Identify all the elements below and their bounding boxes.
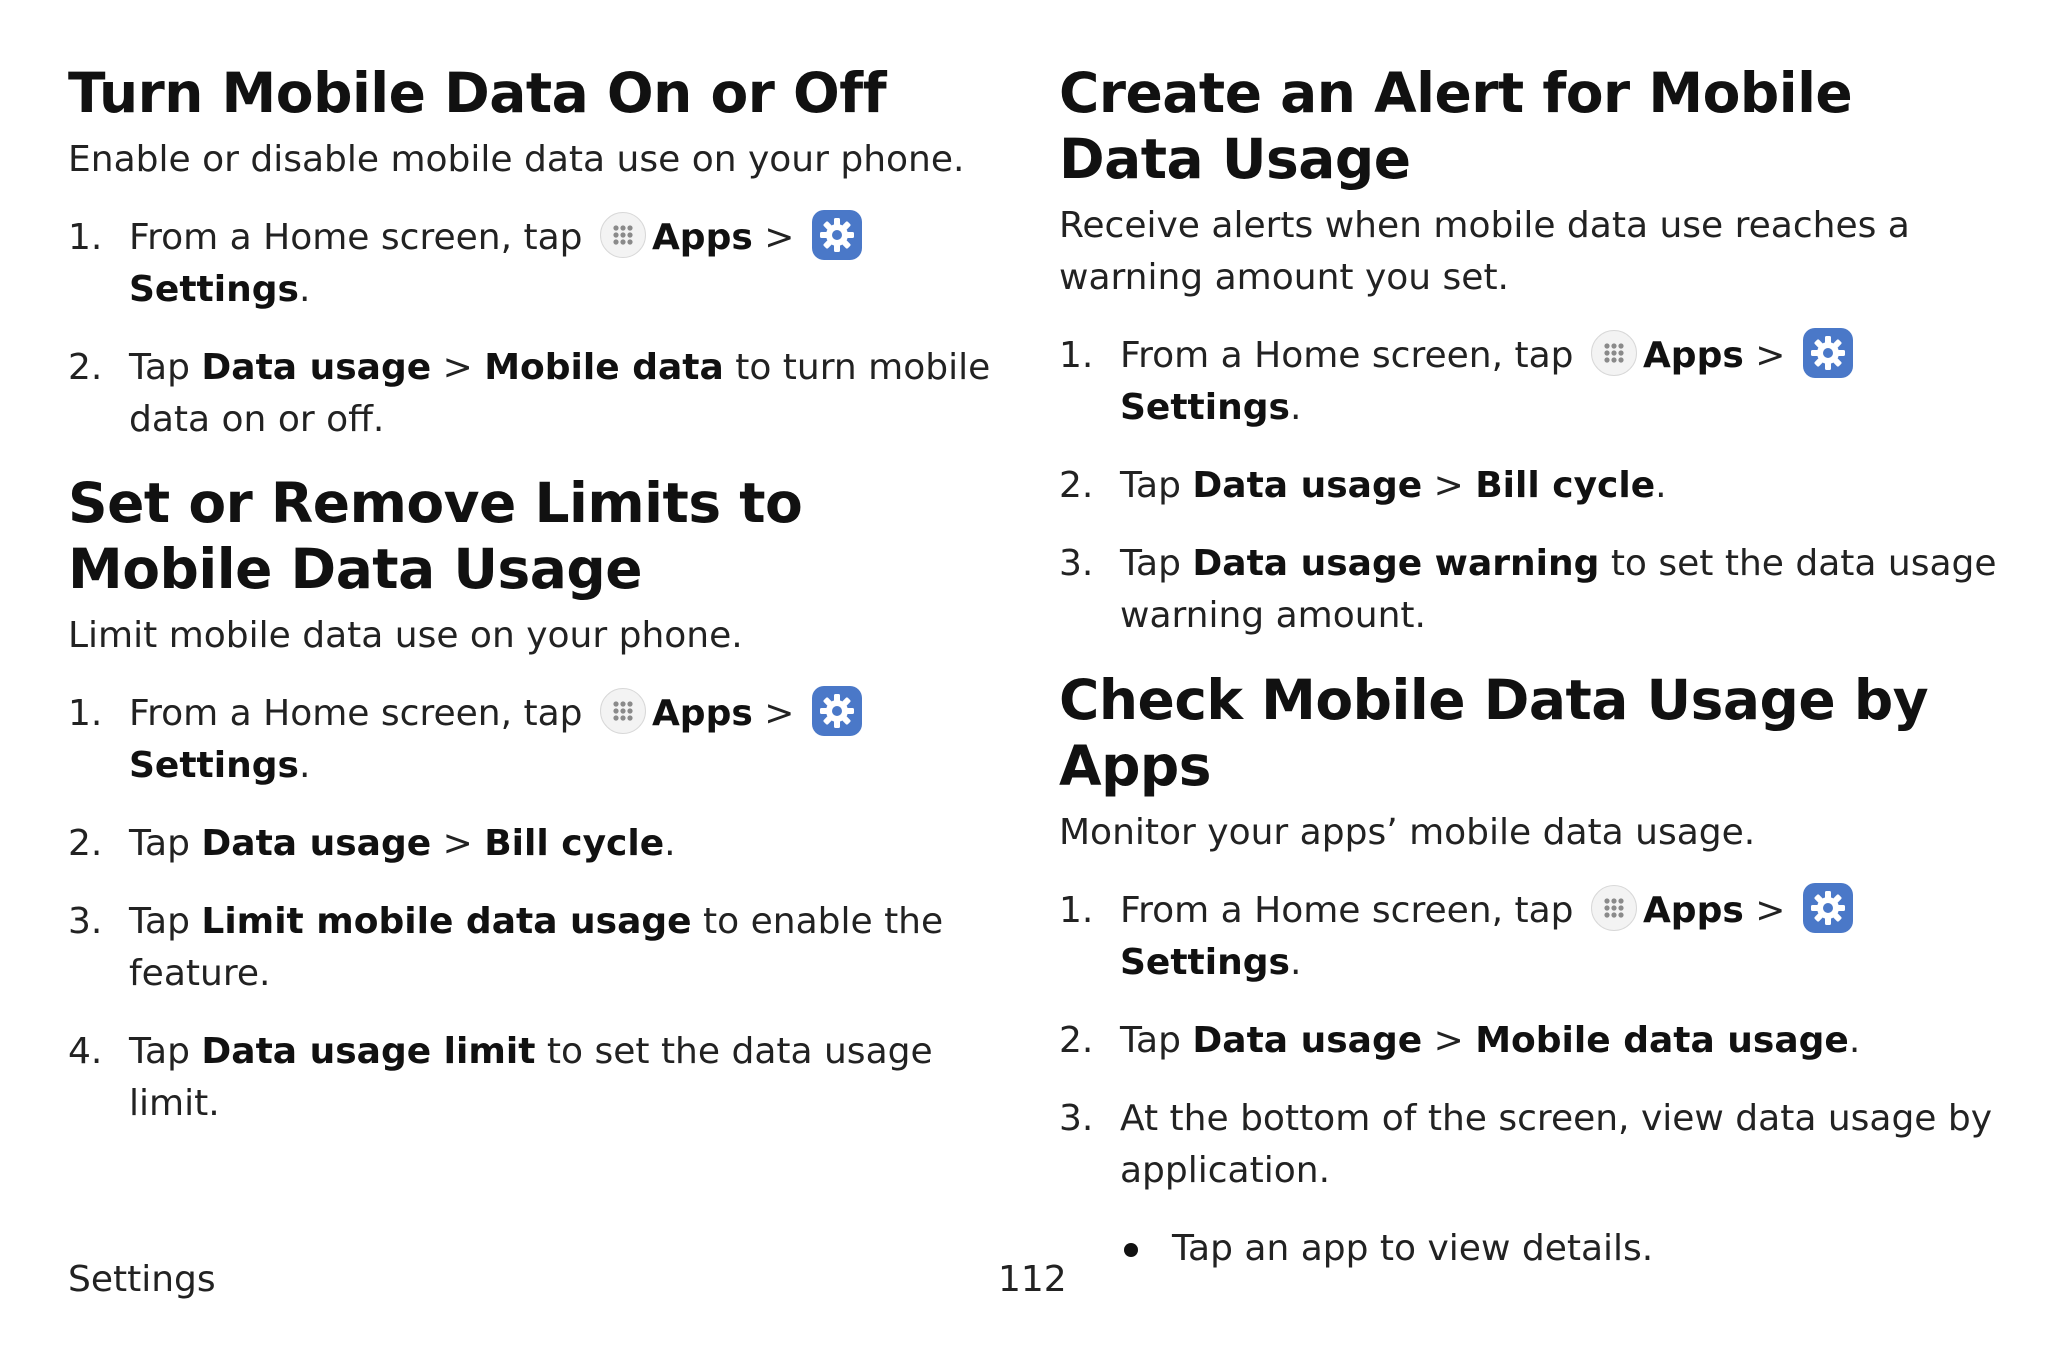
section-create-alert	[1059, 60, 1999, 642]
step-text: Tap	[129, 347, 190, 388]
section-intro: Limit mobile data use on your phone.	[68, 615, 743, 656]
step-text: Tap	[129, 823, 190, 864]
bold-term: Data usage	[201, 823, 432, 864]
section-intro: Receive alerts when mobile data use reaches a warning amount you set.	[1059, 205, 1910, 298]
step-text: to set the data usage limit.	[129, 1031, 933, 1124]
settings-gear-icon	[812, 686, 862, 736]
step-text: to set the data usage warning amount.	[1120, 543, 1997, 636]
step-number: 2.	[68, 823, 103, 864]
settings-label: Settings	[129, 269, 299, 310]
chevron-separator: >	[442, 347, 473, 388]
step-text: From a Home screen, tap	[1120, 890, 1574, 931]
step-number: 1.	[68, 217, 103, 258]
apps-grid-icon	[1591, 330, 1637, 376]
apps-label: Apps	[1642, 890, 1744, 931]
bullet-dot-icon	[1124, 1243, 1138, 1257]
bold-term: Mobile data usage	[1475, 1020, 1849, 1061]
step-number: 3.	[68, 901, 103, 942]
chevron-separator: >	[1755, 890, 1786, 931]
section-title: Set or Remove Limits to Mobile Data Usage	[68, 471, 803, 601]
bold-term: Bill cycle	[484, 823, 665, 864]
section-check-by-apps	[1059, 667, 1999, 1275]
chevron-separator: >	[764, 693, 795, 734]
section-intro: Monitor your apps’ mobile data usage.	[1059, 812, 1756, 853]
step-number: 1.	[68, 693, 103, 734]
chevron-separator: >	[442, 823, 473, 864]
step-text: Tap	[1120, 543, 1181, 584]
step-number: 1.	[1059, 335, 1094, 376]
bullet-text: Tap an app to view details.	[1172, 1228, 1654, 1269]
bullet-item	[1120, 1223, 1999, 1275]
period: .	[1289, 387, 1302, 428]
step-text: From a Home screen, tap	[129, 693, 583, 734]
step-text: to turn mobile data on or off.	[129, 347, 991, 440]
settings-gear-icon	[1803, 328, 1853, 378]
step-4	[68, 1026, 1018, 1130]
section-set-limits	[68, 470, 1018, 1130]
bold-term: Data usage	[1192, 465, 1423, 506]
period: .	[298, 745, 311, 786]
step-number: 1.	[1059, 890, 1094, 931]
chevron-separator: >	[1433, 465, 1464, 506]
step-3	[1059, 1093, 1999, 1197]
apps-grid-icon	[600, 212, 646, 258]
step-1	[1059, 885, 1999, 989]
bold-term: Data usage limit	[201, 1031, 536, 1072]
step-3	[1059, 538, 1999, 642]
period: .	[1848, 1020, 1861, 1061]
chevron-separator: >	[1755, 335, 1786, 376]
step-number: 2.	[68, 347, 103, 388]
bold-term: Limit mobile data usage	[201, 901, 692, 942]
period: .	[298, 269, 311, 310]
steps-list	[68, 688, 1018, 1130]
step-text: At the bottom of the screen, view data usage by application.	[1120, 1098, 1993, 1191]
apps-grid-icon	[600, 688, 646, 734]
settings-gear-icon	[812, 210, 862, 260]
bold-term: Data usage	[1192, 1020, 1423, 1061]
bold-term: Bill cycle	[1475, 465, 1656, 506]
settings-label: Settings	[1120, 942, 1290, 983]
chevron-separator: >	[764, 217, 795, 258]
period: .	[1655, 465, 1667, 506]
steps-list	[1059, 885, 1999, 1197]
step-text: Tap	[1120, 465, 1181, 506]
apps-grid-icon	[1591, 885, 1637, 931]
step-2	[68, 818, 1018, 870]
step-text: From a Home screen, tap	[129, 217, 583, 258]
apps-label: Apps	[1642, 335, 1744, 376]
step-3	[68, 896, 1018, 1000]
step-number: 2.	[1059, 465, 1094, 506]
page-number: 112	[998, 1259, 1067, 1300]
step-2	[1059, 1015, 1999, 1067]
steps-list	[1059, 330, 1999, 642]
step-text: From a Home screen, tap	[1120, 335, 1574, 376]
section-intro: Enable or disable mobile data use on your phone.	[68, 139, 965, 180]
step-number: 2.	[1059, 1020, 1094, 1061]
step-number: 3.	[1059, 1098, 1094, 1139]
step-1	[1059, 330, 1999, 434]
period: .	[664, 823, 676, 864]
settings-gear-icon	[1803, 883, 1853, 933]
step-number: 4.	[68, 1031, 103, 1072]
step-text: Tap	[1120, 1020, 1181, 1061]
step-text: Tap	[129, 901, 190, 942]
section-title: Check Mobile Data Usage by Apps	[1059, 668, 1929, 798]
section-turn-mobile-data	[68, 60, 1018, 446]
step-1	[68, 688, 1018, 792]
bold-term: Data usage	[201, 347, 432, 388]
step-2	[1059, 460, 1999, 512]
section-title: Turn Mobile Data On or Off	[68, 61, 887, 125]
chevron-separator: >	[1433, 1020, 1464, 1061]
settings-label: Settings	[1120, 387, 1290, 428]
footer-section-label: Settings	[68, 1259, 216, 1300]
step-2	[68, 342, 1018, 446]
section-title: Create an Alert for Mobile Data Usage	[1059, 61, 1853, 191]
step-number: 3.	[1059, 543, 1094, 584]
step-1	[68, 212, 1018, 316]
steps-list	[68, 212, 1018, 446]
settings-label: Settings	[129, 745, 299, 786]
bold-term: Mobile data	[484, 347, 724, 388]
period: .	[1289, 942, 1302, 983]
step-text: Tap	[129, 1031, 190, 1072]
apps-label: Apps	[651, 693, 753, 734]
bold-term: Data usage warning	[1192, 543, 1600, 584]
step-text: to enable the feature.	[129, 901, 944, 994]
apps-label: Apps	[651, 217, 753, 258]
